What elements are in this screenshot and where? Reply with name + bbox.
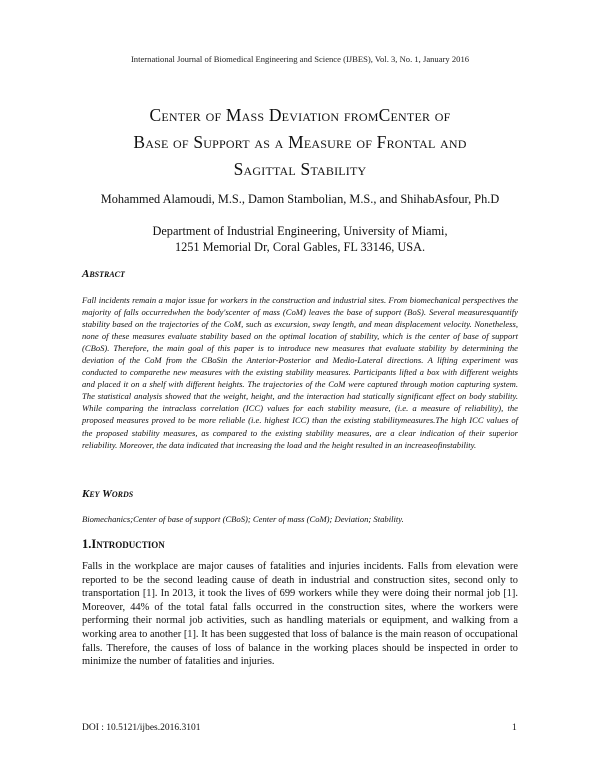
authors: Mohammed Alamoudi, M.S., Damon Stambolian, M.S., and ShihabAsfour, Ph.D bbox=[100, 192, 500, 206]
introduction-text: Falls in the workplace are major causes of fatalities and injuries incidents. Falls from elevation were reported to be the second leading cause of death in industrial and construction sites, second only to transportation [1]. In 2013, it took the lives of 699 workers while they were doing their normal job [1]. Moreover, 44% of the total fatal falls occurred in the construction sites, where the workers were performing their normal job activities, such as handling materials or equipment, and walking from a working area to another [1]. It has been suggested that loss of balance is the main reason of occupational falls. Therefore, the causes of loss of balance in the working places should be inspected in order to minimize the number of fatalities and injuries. bbox=[82, 561, 518, 668]
abstract-heading: Abstract bbox=[82, 268, 125, 280]
running-head: International Journal of Biomedical Engineering and Science (IJBES), Vol. 3, No. 1, January 2016 bbox=[130, 54, 470, 64]
introduction-heading: 1.Introduction bbox=[82, 537, 165, 551]
paper-title bbox=[60, 102, 540, 183]
title-line: Center of Mass Deviation fromCenter of bbox=[149, 105, 451, 125]
affiliation-line: 1251 Memorial Dr, Coral Gables, FL 33146, USA. bbox=[174, 240, 426, 254]
title-line: Sagittal Stability bbox=[233, 159, 367, 179]
affiliation-line: Department of Industrial Engineering, University of Miami, bbox=[152, 224, 448, 238]
keywords-heading: Key Words bbox=[82, 488, 134, 500]
title-line: Base of Support as a Measure of Frontal and bbox=[133, 132, 467, 152]
keywords-text: Biomechanics;Center of base of support (CBoS); Center of mass (CoM); Deviation; Stability. bbox=[82, 514, 404, 524]
affiliation bbox=[0, 223, 600, 255]
page-number: 1 bbox=[512, 723, 517, 733]
doi: DOI : 10.5121/ijbes.2016.3101 bbox=[82, 723, 201, 733]
abstract-text: Fall incidents remain a major issue for workers in the construction and industrial sites. From biomechanical perspectives the majority of falls occurredwhen the body'scenter of mass (CoM) leaves the base of support (BoS). Several measuresquantify stability based on the trajectories of the CoM, such as excursion, sway length, and mean displacement velocity. Nonetheless, none of these measures evaluate stability based on the optimal location of stability, which is the center of base of support (CBoS). Therefore, the main goal of this paper is to introduce new measures that evaluate stability by determining the deviation of the CoM from the CBoSin the Anterior-Posterior and Medio-Lateral directions. A lifting experiment was conducted to comparethe new measures with the existing stability measures. Participants lifted a box with different weights and placed it on a shelf with different heights. The trajectories of the CoM were captured through motion capturing system. The statistical analysis showed that the weight, height, and the interaction had statically significant effect on body stability. While comparing the intraclass correlation (ICC) values for each stability measure, (i.e. a measure of reliability), the proposed measures proved to be more reliable (i.e. highest ICC) than the existing stabilitymeasures.The high ICC values of the proposed stability measures, as compared to the existing stability measures, are a clear indication of their superior reliability. Moreover, the data indicated that increasing the load and the height resulted in an increaseofinstability. bbox=[82, 295, 518, 450]
